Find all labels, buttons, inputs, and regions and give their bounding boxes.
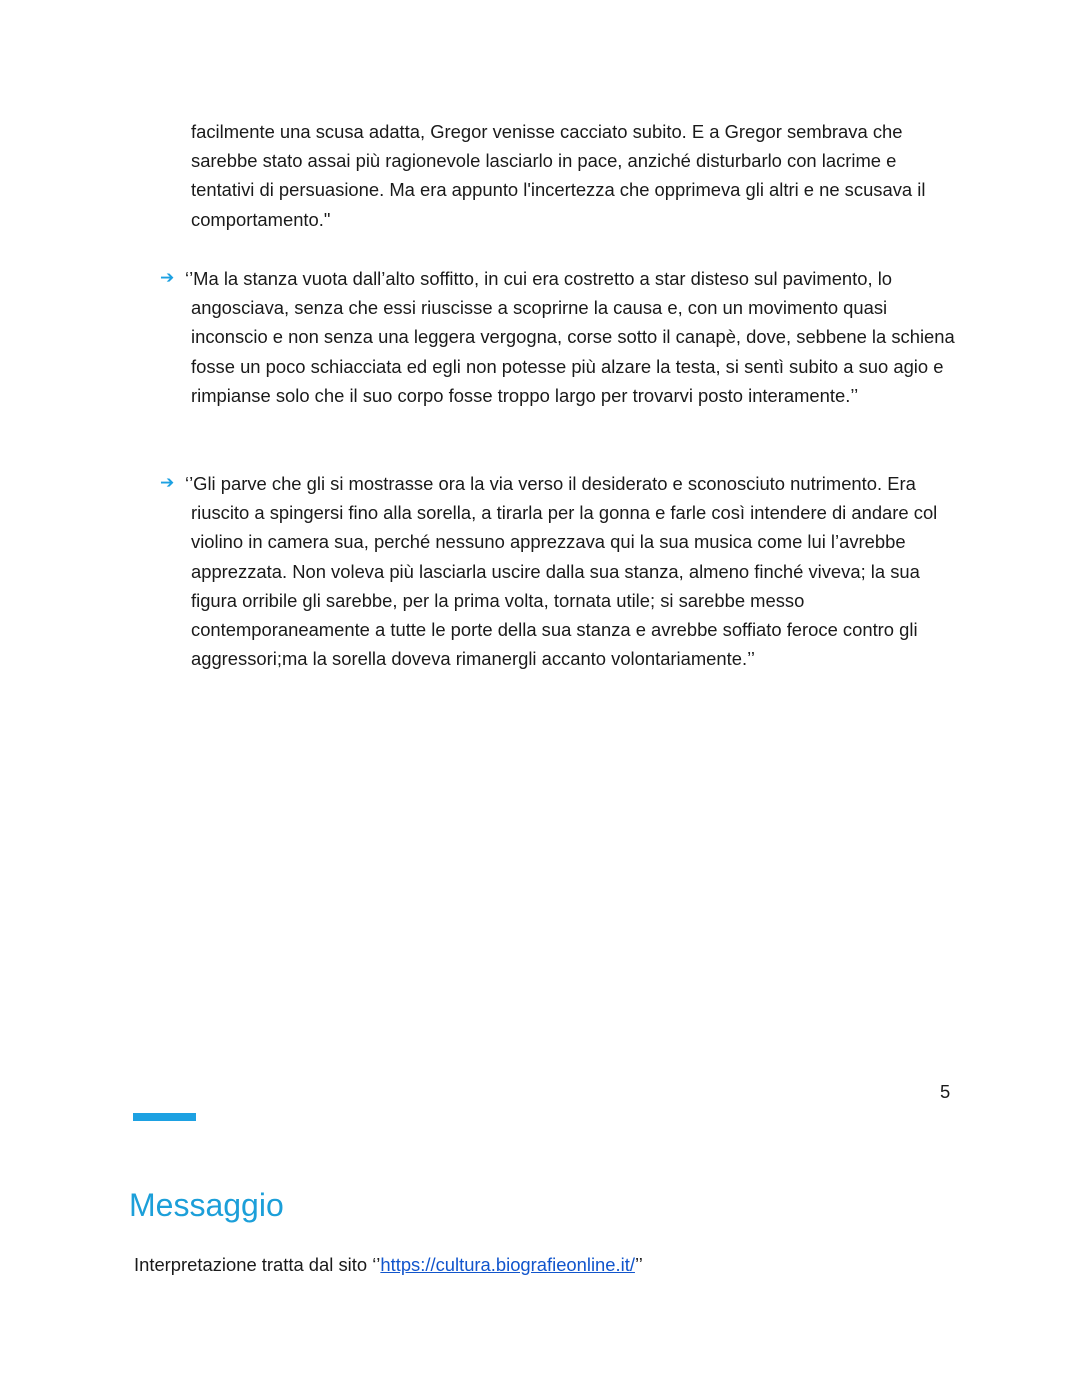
arrow-right-icon: ➔ [160,473,175,493]
source-suffix: ’’ [634,1254,643,1275]
page-number: 5 [940,1081,951,1102]
arrow-right-icon: ➔ [160,268,175,288]
quote-bullet-text: ‘’Gli parve che gli si mostrasse ora la via verso il desiderato e sconosciuto nutrimento. Era riuscito a spingersi fino alla sorella, a tirarla per la gonna e farle così intendere di andare col violino in camera sua, perché nessuno apprezzava qui la sua musica come lui l’avrebbe apprezzata. Non voleva più lasciarla uscire dalla sua stanza, almeno finché viveva; la sua figura orribile gli sarebbe, per la prima volta, tornata utile; si sarebbe messo contemporaneamente a tutte le porte della sua stanza e avrebbe soffiato feroce contro gli aggressori;ma la sorella doveva rimanergli accanto volontariamente.’’ [185,473,938,670]
source-line [134,1251,643,1279]
section-heading: Messaggio [129,1187,284,1223]
body-paragraph: facilmente una scusa adatta, Gregor venisse cacciato subito. E a Gregor sembrava che sarebbe stato assai più ragionevole lasciarlo in pace, anziché disturbarlo con lacrime e tentativi di persuasione. Ma era appunto l'incertezza che opprimeva gli altri e ne scusava il comportamento." [191,121,926,230]
quote-bullet-text: ‘’Ma la stanza vuota dall’alto soffitto, in cui era costretto a star disteso sul pavimento, lo angosciava, senza che essi riuscisse a scoprirne la causa e, con un movimento quasi inconscio e non senza una leggera vergogna, corse sotto il canapè, dove, sebbene la schiena fosse un poco schiacciata ed egli non potesse più alzare la testa, si sentì subito a suo agio e rimpianse solo che il suo corpo fosse troppo largo per trovarvi posto interamente.’’ [185,268,955,406]
quote-bullet-item [160,264,961,410]
source-prefix: Interpretazione tratta dal sito ‘’ [134,1254,381,1275]
quote-bullet-item [160,469,961,673]
section-accent-rule [133,1113,196,1121]
source-link[interactable]: https://cultura.biografieonline.it/ [380,1254,635,1275]
